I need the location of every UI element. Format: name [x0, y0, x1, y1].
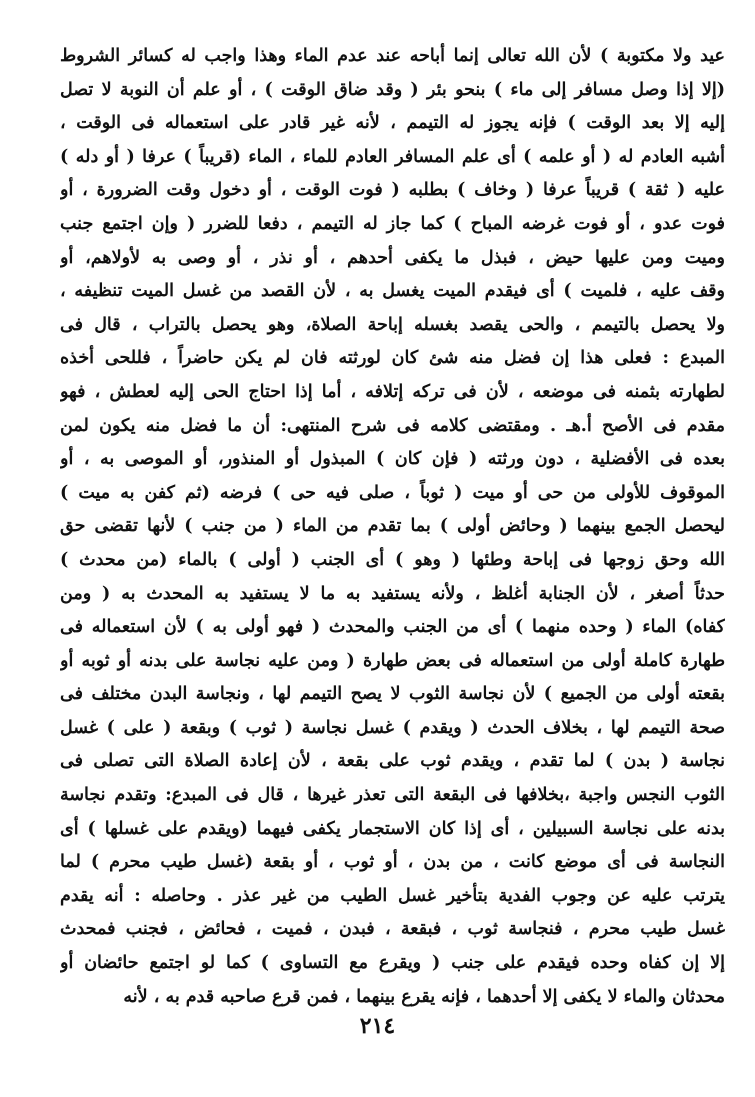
- text-line: ولا يحصل بالتيمم ، والحى يقصد بغسله إباحة الصلاة، وهو يحصل بالتراب ، قال فى: [60, 314, 725, 335]
- text-line: محدثان والماء لا يكفى إلا أحدهما ، فإنه يقرع بينهما ، فمن قرع صاحبه قدم به ، لأنه: [123, 986, 725, 1007]
- text-line: عيد ولا مكتوبة ) لأن الله تعالى إنما أباحه عند عدم الماء وهذا واجب له كسائر الشروط: [60, 46, 725, 66]
- text-line: الله وحق زوجها فى إباحة وطئها ( وهو ) أى الجنب ( أولى ) بالماء (من محدث ): [60, 549, 725, 570]
- page-number: ٢١٤: [359, 1013, 396, 1039]
- text-line: المبدع : فعلى هذا إن فضل منه شئ كان لورثته فان لم يكن حاضراً ، فللحى أخذه: [60, 348, 725, 369]
- text-line: حدثاً أصغر ، لأن الجنابة أغلظ ، ولأنه يستفيد به ما لا يستفيد به المحدث به ( ومن: [60, 583, 725, 604]
- text-line: إليه إلا بعد الوقت ) فإنه يجوز له التيمم ، لأنه غير قادر على استعماله فى الوقت ،: [60, 113, 725, 134]
- text-line: (إلا إذا وصل مسافر إلى ماء ) بنحو بئر ( وقد ضاق الوقت ) ، أو علم أن النوبة لا تصل: [60, 79, 725, 100]
- text-line: غسل طيب محرم ، فنجاسة ثوب ، فبقعة ، فبدن ، فميت ، فحائض ، فجنب فمحدث: [60, 919, 725, 940]
- text-line: ليحصل الجمع بينهما ( وحائض أولى ) بما تقدم من الماء ( من جنب ) لأنها تقضى حق: [60, 516, 725, 537]
- text-line: صحة التيمم لها ، بخلاف الحدث ( ويقدم ) غسل نجاسة ( ثوب ) وبقعة ( على ) غسل: [60, 717, 725, 738]
- text-line: إلا إن كفاه وحده فيقدم على جنب ( ويقرع مع التساوى ) كما لو اجتمع حائضان أو: [60, 953, 725, 974]
- text-line: بقعته أولى من الجميع ) لأن نجاسة الثوب لا يصح التيمم لها ، ونجاسة البدن مختلف فى: [60, 684, 725, 705]
- text-line: مقدم فى الأصح أ.هـ . ومقتضى كلامه فى شرح المنتهى: أن ما فضل منه يكون لمن: [60, 415, 725, 436]
- text-line: لطهارته بثمنه فى موضعه ، لأن فى تركه إتلافه ، أما إذا احتاج الحى إليه لعطش ، فهو: [60, 381, 725, 402]
- text-line: يترتب عليه عن وجوب الفدية بتأخير غسل الطيب من غير عذر . وحاصله : أنه يقدم: [60, 885, 725, 906]
- text-line: نجاسة ( بدن ) لما تقدم ، ويقدم ثوب على بقعة ، لأن إعادة الصلاة التى تصلى فى: [60, 751, 725, 772]
- text-line: طهارة كاملة أولى من استعماله فى بعض طهارة ( ومن عليه نجاسة على بدنه أو ثوبه أو: [60, 650, 725, 671]
- text-line: فوت عدو ، أو فوت غرضه المباح ) كما جاز له التيمم ، دفعا للضرر ( وإن اجتمع جنب: [60, 213, 725, 234]
- text-line: عليه ( ثقة ) قريباً عرفا ( وخاف ) بطلبه ( فوت الوقت ، أو دخول وقت الضرورة ، أو: [60, 180, 725, 201]
- text-line: أشبه العادم له ( أو علمه ) أى علم المسافر العادم للماء ، الماء (قريباً ) عرفا ( أو دله ): [60, 146, 725, 167]
- body-text: [60, 40, 725, 1014]
- text-line: الثوب النجس واجبة ،بخلافها فى البقعة التى تعذر غيرها ، قال فى المبدع: وتقدم نجاسة: [60, 785, 725, 806]
- text-line: وقف عليه ، فلميت ) أى فيقدم الميت يغسل به ، لأن القصد من غسل الميت تنظيفه ،: [60, 281, 725, 302]
- text-line: كفاه) الماء ( وحده منهما ) أى من الجنب والمحدث ( فهو أولى به ) لأن استعماله فى: [60, 617, 725, 638]
- text-line: بعده فى الأفضلية ، دون ورثته ( فإن كان ) المبذول أو المنذور، أو الموصى به ، أو: [60, 449, 725, 470]
- text-line: وميت ومن عليها حيض ، فبذل ما يكفى أحدهم ، أو نذر ، أو وصى به لأولاهم، أو: [60, 247, 725, 268]
- text-line: النجاسة فى أى موضع كانت ، من بدن ، أو ثوب ، أو بقعة (غسل طيب محرم ) لما: [60, 852, 725, 873]
- text-line: الموقوف للأولى من حى أو ميت ( ثوباً ، صلى فيه حى ) فرضه (ثم كفن به ميت ): [60, 482, 725, 503]
- text-line: بدنه على نجاسة السبيلين ، أى إذا كان الاستجمار يكفى فيهما (ويقدم على غسلها ) أى: [60, 818, 725, 839]
